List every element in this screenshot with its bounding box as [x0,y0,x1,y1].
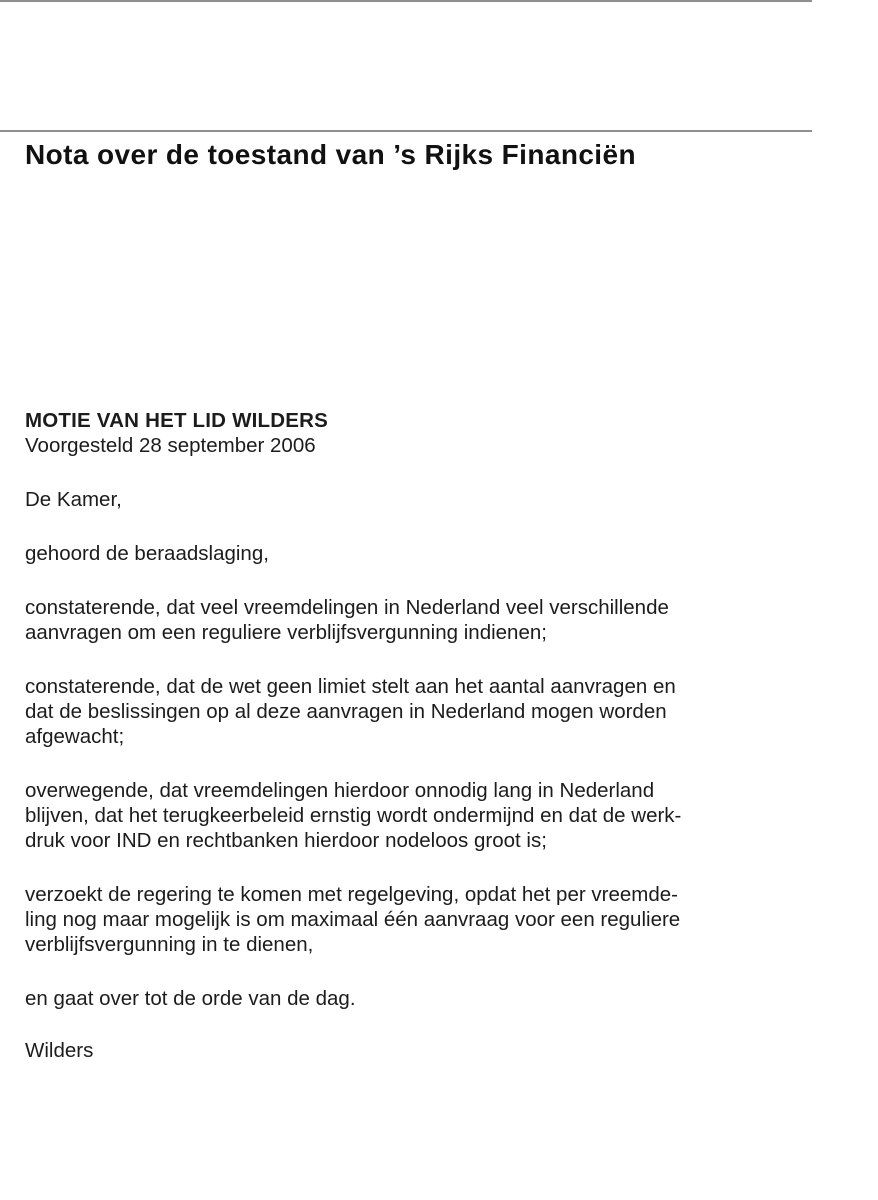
consideration-line: blijven, dat het terugkeerbeleid ernstig wordt ondermijnd en dat de werk- [25,804,682,827]
motion-heading: MOTIE VAN HET LID WILDERS [25,409,329,432]
motion-request [25,882,815,957]
consideration-line: aanvragen om een reguliere verblijfsvergunning indienen; [25,621,547,644]
motion-proposed-date: Voorgesteld 28 september 2006 [25,434,316,457]
motion-signature: Wilders [25,1039,94,1062]
request-line: ling nog maar mogelijk is om maximaal één aanvraag voor een reguliere [25,908,681,931]
request-line: verzoekt de regering te komen met regelgeving, opdat het per vreemde- [25,883,678,906]
motion-heard: gehoord de beraadslaging, [25,542,269,565]
title-divider [0,130,812,132]
consideration-line: dat de beslissingen op al deze aanvragen in Nederland mogen worden [25,700,667,723]
consideration-line: druk voor IND en rechtbanken hierdoor nodeloos groot is; [25,829,547,852]
consideration-2 [25,674,815,749]
motion-closing: en gaat over tot de orde van de dag. [25,987,356,1010]
motion-salutation: De Kamer, [25,488,122,511]
consideration-line: constaterende, dat veel vreemdelingen in Nederland veel verschillende [25,596,669,619]
top-divider [0,0,812,2]
consideration-line: constaterende, dat de wet geen limiet stelt aan het aantal aanvragen en [25,675,676,698]
request-line: verblijfsvergunning in te dienen, [25,933,314,956]
consideration-1 [25,595,815,645]
document-title: Nota over de toestand van ’s Rijks Financiën [25,139,636,170]
consideration-3 [25,778,815,853]
motion-body [25,408,815,1063]
consideration-line: afgewacht; [25,725,125,748]
consideration-line: overwegende, dat vreemdelingen hierdoor onnodig lang in Nederland [25,779,655,802]
